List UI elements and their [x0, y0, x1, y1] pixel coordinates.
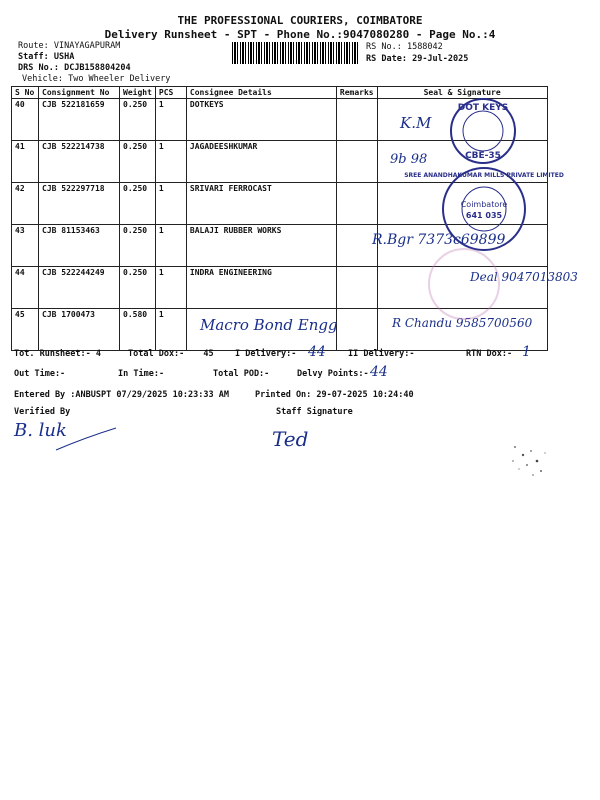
- barcode: [232, 42, 360, 64]
- cell-pcs: 1: [155, 141, 186, 183]
- cell-consignment: CJB 81153463: [39, 225, 120, 267]
- vehicle-line: [22, 74, 170, 84]
- cell-consignee: JAGADEESHKUMAR: [186, 141, 336, 183]
- col-weight: Weight: [120, 87, 156, 99]
- rs-no-line: [366, 42, 443, 52]
- col-sno: S No: [12, 87, 39, 99]
- stamp2-ring-text: SREE ANANDHAKUMAR MILLS PRIVATE LIMITED: [404, 172, 564, 179]
- delvy-points-value: 44: [370, 364, 388, 380]
- i-delivery-label: I Delivery:-: [235, 349, 297, 359]
- cell-weight: 0.250: [120, 183, 156, 225]
- cell-sno: 45: [12, 309, 39, 351]
- cell-remarks: [336, 141, 377, 183]
- signature-row-43: R.Bgr 7373c69899: [372, 232, 506, 248]
- signature-row-40: K.M: [400, 114, 432, 132]
- staff-line: [18, 52, 74, 62]
- rtn-dox-label: RTN Dox:-: [466, 349, 513, 359]
- cell-weight: 0.250: [120, 141, 156, 183]
- col-remarks: Remarks: [336, 87, 377, 99]
- total-dox: [128, 349, 214, 359]
- faint-stamp: [428, 248, 500, 320]
- cell-pcs: 1: [155, 99, 186, 141]
- in-time-label: In Time:-: [118, 369, 165, 379]
- cell-consignment: CJB 1700473: [39, 309, 120, 351]
- i-delivery-value: 44: [308, 344, 326, 360]
- signature-row-45: R Chandu 9585700560: [392, 316, 533, 330]
- cell-consignment: CJB 522244249: [39, 267, 120, 309]
- cell-sno: 40: [12, 99, 39, 141]
- cell-sno: 44: [12, 267, 39, 309]
- cell-pcs: 1: [155, 267, 186, 309]
- cell-weight: 0.250: [120, 267, 156, 309]
- tot-runsheet: Tot. Runsheet:- 4: [14, 349, 101, 359]
- cell-sno: 42: [12, 183, 39, 225]
- cell-consignment: CJB 522214738: [39, 141, 120, 183]
- stamp2-center-1: Coimbatore: [460, 200, 508, 209]
- staff-value: USHA: [53, 52, 75, 62]
- rs-no-label: RS No.:: [366, 42, 402, 52]
- cell-weight: 0.250: [120, 99, 156, 141]
- handwritten-consignee: Macro Bond Engg: [200, 316, 338, 334]
- route-line: [18, 41, 120, 51]
- cell-weight: 0.580: [120, 309, 156, 351]
- drs-label: DRS No.:: [18, 63, 59, 73]
- rs-date-value: 29-Jul-2025: [412, 54, 469, 64]
- cell-consignment: CJB 522181659: [39, 99, 120, 141]
- total-pod-label: Total POD:-: [213, 369, 270, 379]
- cell-pcs: 1: [155, 225, 186, 267]
- cell-remarks: [336, 99, 377, 141]
- cell-remarks: [336, 267, 377, 309]
- rs-no-value: 1588042: [406, 42, 443, 52]
- rtn-dox-value: 1: [522, 344, 531, 360]
- cell-consignment: CJB 522297718: [39, 183, 120, 225]
- cell-consignee: INDRA ENGINEERING: [186, 267, 336, 309]
- verified-signature: B. luk: [14, 420, 67, 441]
- delvy-points-label: Delvy Points:-: [297, 369, 369, 379]
- cell-consignee: BALAJI RUBBER WORKS: [186, 225, 336, 267]
- staff-signature: Ted: [272, 427, 309, 451]
- cell-consignee: DOTKEYS: [186, 99, 336, 141]
- dotkeys-stamp: [448, 96, 518, 166]
- verified-signature-stroke: [54, 424, 118, 454]
- vehicle-value: Two Wheeler Delivery: [68, 74, 171, 84]
- signature-row-41: 9b 98: [390, 152, 428, 167]
- cell-sno: 43: [12, 225, 39, 267]
- runsheet-title: Delivery Runsheet - SPT - Phone No.:9047080280 - Page No.:4: [104, 28, 496, 41]
- route-value: VINAYAGAPURAM: [53, 41, 121, 51]
- stamp1-top-text: DOT KEYS: [457, 103, 509, 113]
- col-pcs: PCS: [155, 87, 186, 99]
- route-label: Route:: [18, 41, 49, 51]
- cell-sno: 41: [12, 141, 39, 183]
- printed-on: Printed On: 29-07-2025 10:24:40: [255, 390, 414, 400]
- cell-pcs: 1: [155, 309, 186, 351]
- cell-weight: 0.250: [120, 225, 156, 267]
- scan-speckle: [505, 435, 555, 485]
- rs-date-line: [366, 54, 468, 64]
- ii-delivery-label: II Delivery:-: [348, 349, 415, 359]
- drs-line: [18, 63, 131, 73]
- cell-remarks: [336, 183, 377, 225]
- total-dox-value: 45: [203, 349, 214, 359]
- stamp1-bottom-text: CBE-35: [465, 151, 501, 161]
- cell-consignee: SRIVARI FERROCAST: [186, 183, 336, 225]
- company-title: THE PROFESSIONAL COURIERS, COIMBATORE: [177, 14, 423, 27]
- vehicle-label: Vehicle:: [22, 74, 63, 84]
- col-consignee: Consignee Details: [186, 87, 336, 99]
- col-seal: Seal & Signature: [377, 87, 547, 99]
- cell-pcs: 1: [155, 183, 186, 225]
- rs-date-label: RS Date:: [366, 54, 407, 64]
- drs-value: DCJB158804204: [64, 63, 131, 73]
- cell-remarks: [336, 309, 377, 351]
- verified-by-label: Verified By: [14, 407, 71, 417]
- signature-row-44: Deal 9047013803: [470, 270, 578, 284]
- staff-label: Staff:: [18, 52, 49, 62]
- out-time-label: Out Time:-: [14, 369, 66, 379]
- col-consignment: Consignment No: [39, 87, 120, 99]
- total-dox-label: Total Dox:-: [128, 349, 185, 359]
- staff-signature-label: Staff Signature: [276, 407, 353, 417]
- stamp2-center-2: 641 035: [465, 211, 503, 220]
- entered-by: Entered By :ANBUSPT 07/29/2025 10:23:33 AM: [14, 390, 229, 400]
